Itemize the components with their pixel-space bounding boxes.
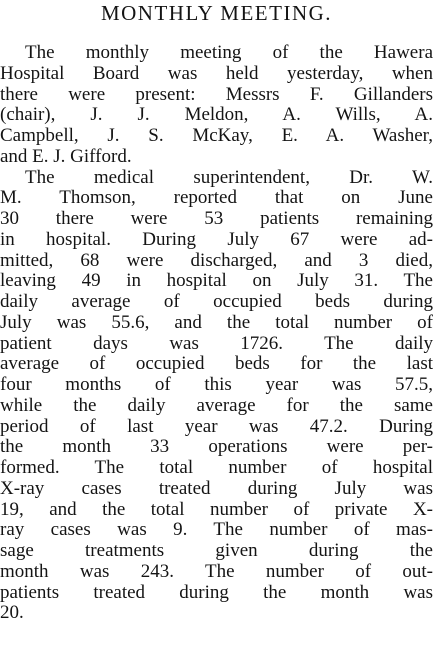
article-body [0,43,433,624]
text-line: month was 243. The number of out- [0,560,433,582]
text-line: (chair), J. J. Meldon, A. Wills, A. [0,104,433,126]
text-line: in hospital. During July 67 were ad- [0,228,433,250]
text-line: 30 there were 53 patients remaining [0,208,433,229]
text-line: sage treatments given during the [0,540,433,561]
text-line: Campbell, J. S. McKay, E. A. Washer, [0,125,433,146]
text-line: four months of this year was 57.5, [0,374,433,395]
text-line: mitted, 68 were discharged, and 3 died, [0,249,433,271]
text-line: patient days was 1726. The daily [0,332,433,354]
text-line: the month 33 operations were per- [0,436,433,458]
text-line: The medical superintendent, Dr. W. [25,166,433,188]
text-line: The monthly meeting of the Hawera [25,42,433,63]
text-line: leaving 49 in hospital on July 31. The [0,270,433,292]
text-line: average of occupied beds for the last [0,353,433,375]
text-line: and E. J. Gifford. [0,145,132,167]
article-heading: MONTHLY MEETING. [100,1,333,25]
text-line: ray cases was 9. The number of mas- [0,519,433,541]
paragraph-report [0,168,433,625]
paragraph-attendance [0,43,433,168]
text-line: patients treated during the month was [0,581,433,603]
text-line: there were present: Messrs F. Gillanders [0,83,433,105]
text-line: 19, and the total number of private X- [0,498,433,520]
text-line: Hospital Board was held yesterday, when [0,62,433,84]
text-line: while the daily average for the same [0,394,433,416]
text-line: period of last year was 47.2. During [0,415,433,437]
text-line: X-ray cases treated during July was [0,477,433,499]
text-line: daily average of occupied beds during [0,291,433,312]
text-line: formed. The total number of hospital [0,457,433,478]
text-line: 20. [0,602,24,624]
text-line: M. Thomson, reported that on June [0,187,433,209]
text-line: July was 55.6, and the total number of [0,311,433,333]
